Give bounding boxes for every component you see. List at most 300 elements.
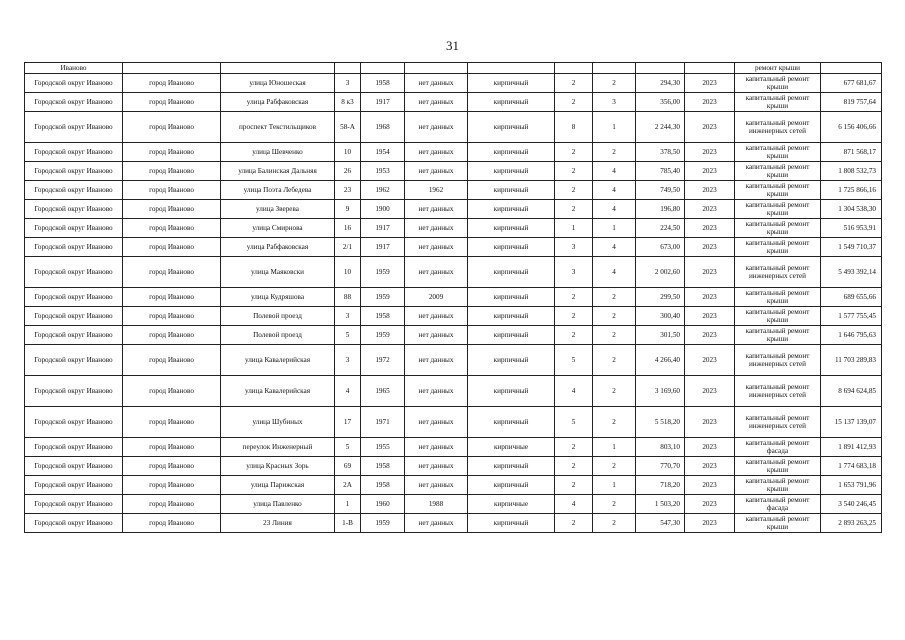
cell-floors: 4 <box>555 495 593 514</box>
cell-municipality: Городской округ Иваново <box>25 326 123 345</box>
table-row <box>25 74 882 93</box>
cell-wall-material: кирпичные <box>468 495 555 514</box>
cell-year-overhaul: нет данных <box>405 93 468 112</box>
cell-municipality: Иваново <box>25 63 123 74</box>
cell-street: улица Кавалерийская <box>221 376 335 407</box>
cell-city: город Иваново <box>123 438 221 457</box>
cell-area: 749,50 <box>636 181 685 200</box>
cell-street: улица Парижская <box>221 476 335 495</box>
cell-house-number: 10 <box>335 257 361 288</box>
cell-wall-material: кирпичный <box>468 219 555 238</box>
cell-year-built: 1960 <box>361 495 405 514</box>
cell-house-number: 69 <box>335 457 361 476</box>
cell-cost: 516 953,91 <box>821 219 882 238</box>
cell-cost: 871 568,17 <box>821 143 882 162</box>
cell-year-built: 1965 <box>361 376 405 407</box>
cell-city: город Иваново <box>123 181 221 200</box>
cell-floors: 2 <box>555 457 593 476</box>
cell-cost: 15 137 139,07 <box>821 407 882 438</box>
cell-year-planned: 2023 <box>685 476 735 495</box>
cell-wall-material: кирпичный <box>468 376 555 407</box>
cell-floors: 2 <box>555 162 593 181</box>
cell-entrances: 1 <box>593 112 636 143</box>
table-row <box>25 407 882 438</box>
cell-wall-material: кирпичный <box>468 93 555 112</box>
cell-entrances: 4 <box>593 162 636 181</box>
cell-municipality: Городской округ Иваново <box>25 307 123 326</box>
cell-area: 718,20 <box>636 476 685 495</box>
cell-year-planned: 2023 <box>685 345 735 376</box>
cell-street: улица Поэта Лебедева <box>221 181 335 200</box>
cell-house-number: 58-А <box>335 112 361 143</box>
cell-street: улица Зверева <box>221 200 335 219</box>
cell-cost: 2 893 263,25 <box>821 514 882 533</box>
cell-work-type: капитальный ремонт крыши <box>735 457 821 476</box>
cell-municipality: Городской округ Иваново <box>25 514 123 533</box>
cell-municipality: Городской округ Иваново <box>25 457 123 476</box>
cell-wall-material: кирпичный <box>468 162 555 181</box>
cell-year-overhaul: нет данных <box>405 514 468 533</box>
cell-street: улица Маяковски <box>221 257 335 288</box>
cell-cost: 819 757,64 <box>821 93 882 112</box>
cell-year-overhaul: нет данных <box>405 407 468 438</box>
cell-city: город Иваново <box>123 93 221 112</box>
cell-house-number: 2/1 <box>335 238 361 257</box>
cell-cost: 1 725 866,16 <box>821 181 882 200</box>
cell-house-number: 3 <box>335 74 361 93</box>
cell-cost: 1 549 710,37 <box>821 238 882 257</box>
cell-year-overhaul: нет данных <box>405 200 468 219</box>
cell-year-planned: 2023 <box>685 376 735 407</box>
cell-house-number: 16 <box>335 219 361 238</box>
cell-floors: 2 <box>555 514 593 533</box>
table-row <box>25 162 882 181</box>
cell-cost: 5 493 392,14 <box>821 257 882 288</box>
cell-entrances: 4 <box>593 257 636 288</box>
cell-year-built: 1958 <box>361 307 405 326</box>
table-row <box>25 238 882 257</box>
cell-city: город Иваново <box>123 514 221 533</box>
cell-street: переулок Инженерный <box>221 438 335 457</box>
cell-year-overhaul: 2009 <box>405 288 468 307</box>
cell-floors: 2 <box>555 143 593 162</box>
cell-year-built: 1959 <box>361 288 405 307</box>
cell-house-number: 4 <box>335 376 361 407</box>
cell-area: 1 503,20 <box>636 495 685 514</box>
cell-cost: 1 577 755,45 <box>821 307 882 326</box>
cell-year-planned: 2023 <box>685 93 735 112</box>
cell-year-overhaul: нет данных <box>405 74 468 93</box>
cell-municipality: Городской округ Иваново <box>25 181 123 200</box>
cell-empty <box>405 63 468 74</box>
cell-cost: 1 653 791,96 <box>821 476 882 495</box>
cell-floors: 1 <box>555 219 593 238</box>
cell-work-type: капитальный ремонт инженерных сетей <box>735 257 821 288</box>
cell-year-planned: 2023 <box>685 288 735 307</box>
cell-empty <box>468 63 555 74</box>
cell-wall-material: кирпичный <box>468 74 555 93</box>
cell-city: город Иваново <box>123 219 221 238</box>
cell-street: улица Шевченко <box>221 143 335 162</box>
cell-municipality: Городской округ Иваново <box>25 93 123 112</box>
cell-area: 547,30 <box>636 514 685 533</box>
cell-street: улица Красных Зорь <box>221 457 335 476</box>
table-row <box>25 514 882 533</box>
cell-year-overhaul: нет данных <box>405 345 468 376</box>
cell-floors: 2 <box>555 326 593 345</box>
cell-cost: 677 681,67 <box>821 74 882 93</box>
cell-city: город Иваново <box>123 143 221 162</box>
cell-cost: 6 156 406,66 <box>821 112 882 143</box>
cell-empty <box>361 63 405 74</box>
cell-entrances: 2 <box>593 74 636 93</box>
cell-area: 3 169,60 <box>636 376 685 407</box>
cell-work-type: капитальный ремонт крыши <box>735 93 821 112</box>
cell-year-planned: 2023 <box>685 74 735 93</box>
cell-year-built: 1962 <box>361 181 405 200</box>
cell-work-type: капитальный ремонт инженерных сетей <box>735 112 821 143</box>
cell-empty <box>123 63 221 74</box>
cell-year-planned: 2023 <box>685 143 735 162</box>
cell-entrances: 2 <box>593 326 636 345</box>
table-row <box>25 93 882 112</box>
cell-municipality: Городской округ Иваново <box>25 438 123 457</box>
cell-floors: 8 <box>555 112 593 143</box>
cell-entrances: 4 <box>593 238 636 257</box>
cell-street: улица Смирнова <box>221 219 335 238</box>
cell-work-type: капитальный ремонт крыши <box>735 514 821 533</box>
cell-year-built: 1971 <box>361 407 405 438</box>
cell-area: 2 244,30 <box>636 112 685 143</box>
cell-entrances: 2 <box>593 307 636 326</box>
cell-entrances: 2 <box>593 495 636 514</box>
cell-city: город Иваново <box>123 162 221 181</box>
cell-city: город Иваново <box>123 200 221 219</box>
cell-floors: 2 <box>555 307 593 326</box>
table-row <box>25 288 882 307</box>
cell-year-built: 1900 <box>361 200 405 219</box>
cell-municipality: Городской округ Иваново <box>25 376 123 407</box>
table-row <box>25 143 882 162</box>
table-row <box>25 219 882 238</box>
cell-entrances: 4 <box>593 200 636 219</box>
cell-street: Полевой проезд <box>221 326 335 345</box>
cell-year-overhaul: нет данных <box>405 376 468 407</box>
cell-year-overhaul: нет данных <box>405 307 468 326</box>
cell-area: 294,30 <box>636 74 685 93</box>
cell-street: проспект Текстильщиков <box>221 112 335 143</box>
cell-year-built: 1958 <box>361 457 405 476</box>
cell-cost: 11 703 289,83 <box>821 345 882 376</box>
cell-wall-material: кирпичный <box>468 257 555 288</box>
cell-city: город Иваново <box>123 495 221 514</box>
cell-area: 224,50 <box>636 219 685 238</box>
cell-cost: 1 646 795,63 <box>821 326 882 345</box>
cell-city: город Иваново <box>123 238 221 257</box>
cell-floors: 2 <box>555 476 593 495</box>
table-row <box>25 200 882 219</box>
cell-entrances: 1 <box>593 476 636 495</box>
cell-work-type: капитальный ремонт крыши <box>735 200 821 219</box>
cell-municipality: Городской округ Иваново <box>25 345 123 376</box>
cell-year-planned: 2023 <box>685 514 735 533</box>
cell-floors: 4 <box>555 376 593 407</box>
cell-municipality: Городской округ Иваново <box>25 257 123 288</box>
cell-street: Полевой проезд <box>221 307 335 326</box>
cell-year-built: 1959 <box>361 514 405 533</box>
cell-wall-material: кирпичный <box>468 181 555 200</box>
cell-wall-material: кирпичный <box>468 407 555 438</box>
cell-wall-material: кирпичный <box>468 345 555 376</box>
cell-area: 4 266,40 <box>636 345 685 376</box>
cell-wall-material: кирпичный <box>468 288 555 307</box>
cell-work-type: капитальный ремонт крыши <box>735 143 821 162</box>
cell-entrances: 2 <box>593 143 636 162</box>
cell-wall-material: кирпичный <box>468 476 555 495</box>
cell-wall-material: кирпичные <box>468 438 555 457</box>
cell-area: 378,50 <box>636 143 685 162</box>
cell-wall-material: кирпичный <box>468 457 555 476</box>
cell-cost: 8 694 624,85 <box>821 376 882 407</box>
cell-house-number: 10 <box>335 143 361 162</box>
cell-entrances: 2 <box>593 376 636 407</box>
cell-year-planned: 2023 <box>685 219 735 238</box>
cell-year-built: 1959 <box>361 257 405 288</box>
cell-street: улица Юношеская <box>221 74 335 93</box>
cell-house-number: 5 <box>335 438 361 457</box>
cell-work-type: капитальный ремонт инженерных сетей <box>735 345 821 376</box>
cell-floors: 5 <box>555 345 593 376</box>
cell-work-type: капитальный ремонт крыши <box>735 238 821 257</box>
cell-house-number: 2А <box>335 476 361 495</box>
cell-cost: 689 655,66 <box>821 288 882 307</box>
cell-city: город Иваново <box>123 407 221 438</box>
cell-cost: 1 891 412,93 <box>821 438 882 457</box>
cell-municipality: Городской округ Иваново <box>25 476 123 495</box>
cell-municipality: Городской округ Иваново <box>25 407 123 438</box>
table-row <box>25 112 882 143</box>
cell-street: улица Рабфаковская <box>221 238 335 257</box>
cell-house-number: 9 <box>335 200 361 219</box>
cell-year-overhaul: нет данных <box>405 438 468 457</box>
cell-city: город Иваново <box>123 476 221 495</box>
cell-wall-material: кирпичный <box>468 326 555 345</box>
table-row <box>25 438 882 457</box>
cell-cost: 1 774 683,18 <box>821 457 882 476</box>
cell-year-built: 1955 <box>361 438 405 457</box>
cell-house-number: 5 <box>335 326 361 345</box>
cell-entrances: 2 <box>593 457 636 476</box>
cell-entrances: 2 <box>593 345 636 376</box>
cell-floors: 3 <box>555 257 593 288</box>
page-number: 31 <box>446 38 459 53</box>
table-row <box>25 476 882 495</box>
cell-year-overhaul: нет данных <box>405 326 468 345</box>
cell-empty <box>593 63 636 74</box>
cell-work-type: капитальный ремонт фасада <box>735 438 821 457</box>
cell-year-overhaul: 1962 <box>405 181 468 200</box>
cell-work-type: капитальный ремонт крыши <box>735 181 821 200</box>
cell-work-type: капитальный ремонт инженерных сетей <box>735 407 821 438</box>
cell-cost: 1 304 538,30 <box>821 200 882 219</box>
cell-year-overhaul: нет данных <box>405 238 468 257</box>
cell-house-number: 88 <box>335 288 361 307</box>
cell-street: улица Рабфаковская <box>221 93 335 112</box>
table-row <box>25 63 882 74</box>
cell-floors: 3 <box>555 238 593 257</box>
cell-house-number: 1-В <box>335 514 361 533</box>
cell-year-planned: 2023 <box>685 112 735 143</box>
cell-year-planned: 2023 <box>685 457 735 476</box>
cell-floors: 2 <box>555 181 593 200</box>
cell-work-type: капитальный ремонт крыши <box>735 219 821 238</box>
cell-house-number: 3 <box>335 345 361 376</box>
cell-municipality: Городской округ Иваново <box>25 495 123 514</box>
cell-entrances: 2 <box>593 407 636 438</box>
cell-street: улица Кудряшова <box>221 288 335 307</box>
cell-empty <box>821 63 882 74</box>
cell-city: город Иваново <box>123 376 221 407</box>
cell-area: 356,00 <box>636 93 685 112</box>
cell-year-built: 1958 <box>361 74 405 93</box>
table-row <box>25 307 882 326</box>
cell-area: 301,50 <box>636 326 685 345</box>
cell-street: улица Балинская Дальняя <box>221 162 335 181</box>
cell-municipality: Городской округ Иваново <box>25 143 123 162</box>
cell-house-number: 3 <box>335 307 361 326</box>
table-row <box>25 345 882 376</box>
cell-empty <box>335 63 361 74</box>
cell-street: улица Шубиных <box>221 407 335 438</box>
cell-city: город Иваново <box>123 345 221 376</box>
cell-year-planned: 2023 <box>685 407 735 438</box>
table-row <box>25 495 882 514</box>
cell-municipality: Городской округ Иваново <box>25 238 123 257</box>
cell-year-overhaul: нет данных <box>405 143 468 162</box>
cell-area: 673,00 <box>636 238 685 257</box>
cell-wall-material: кирпичный <box>468 514 555 533</box>
cell-house-number: 17 <box>335 407 361 438</box>
cell-wall-material: кирпичный <box>468 238 555 257</box>
cell-work-type: капитальный ремонт крыши <box>735 476 821 495</box>
cell-year-planned: 2023 <box>685 238 735 257</box>
cell-year-overhaul: 1988 <box>405 495 468 514</box>
cell-year-overhaul: нет данных <box>405 457 468 476</box>
cell-year-built: 1959 <box>361 326 405 345</box>
cell-work: ремонт крыши <box>735 63 821 74</box>
cell-year-overhaul: нет данных <box>405 476 468 495</box>
cell-year-planned: 2023 <box>685 326 735 345</box>
cell-work-type: капитальный ремонт крыши <box>735 326 821 345</box>
cell-work-type: капитальный ремонт фасада <box>735 495 821 514</box>
cell-year-built: 1917 <box>361 238 405 257</box>
cell-entrances: 3 <box>593 93 636 112</box>
cell-house-number: 23 <box>335 181 361 200</box>
cell-work-type: капитальный ремонт инженерных сетей <box>735 376 821 407</box>
cell-city: город Иваново <box>123 257 221 288</box>
cell-house-number: 26 <box>335 162 361 181</box>
cell-street: улица Павленко <box>221 495 335 514</box>
cell-year-overhaul: нет данных <box>405 219 468 238</box>
housing-overhaul-table <box>24 62 882 533</box>
cell-area: 299,50 <box>636 288 685 307</box>
cell-entrances: 1 <box>593 438 636 457</box>
cell-municipality: Городской округ Иваново <box>25 219 123 238</box>
cell-street: улица Кавалерийская <box>221 345 335 376</box>
cell-city: город Иваново <box>123 457 221 476</box>
cell-year-built: 1953 <box>361 162 405 181</box>
cell-city: город Иваново <box>123 112 221 143</box>
cell-work-type: капитальный ремонт крыши <box>735 162 821 181</box>
cell-street: 23 Линия <box>221 514 335 533</box>
cell-municipality: Городской округ Иваново <box>25 112 123 143</box>
cell-floors: 2 <box>555 200 593 219</box>
cell-entrances: 2 <box>593 514 636 533</box>
cell-entrances: 1 <box>593 219 636 238</box>
cell-municipality: Городской округ Иваново <box>25 200 123 219</box>
cell-year-overhaul: нет данных <box>405 112 468 143</box>
cell-city: город Иваново <box>123 326 221 345</box>
cell-city: город Иваново <box>123 288 221 307</box>
cell-year-planned: 2023 <box>685 162 735 181</box>
cell-empty <box>636 63 685 74</box>
cell-municipality: Городской округ Иваново <box>25 74 123 93</box>
cell-house-number: 8 к3 <box>335 93 361 112</box>
cell-area: 5 518,20 <box>636 407 685 438</box>
cell-year-planned: 2023 <box>685 307 735 326</box>
cell-city: город Иваново <box>123 307 221 326</box>
cell-wall-material: кирпичный <box>468 200 555 219</box>
cell-area: 2 002,60 <box>636 257 685 288</box>
cell-cost: 1 808 532,73 <box>821 162 882 181</box>
cell-floors: 2 <box>555 288 593 307</box>
cell-year-planned: 2023 <box>685 495 735 514</box>
cell-year-planned: 2023 <box>685 438 735 457</box>
cell-year-overhaul: нет данных <box>405 257 468 288</box>
cell-area: 196,80 <box>636 200 685 219</box>
cell-area: 803,10 <box>636 438 685 457</box>
cell-year-built: 1917 <box>361 219 405 238</box>
cell-area: 785,40 <box>636 162 685 181</box>
table-row <box>25 376 882 407</box>
cell-year-planned: 2023 <box>685 181 735 200</box>
cell-city: город Иваново <box>123 74 221 93</box>
cell-house-number: 1 <box>335 495 361 514</box>
cell-empty <box>685 63 735 74</box>
cell-work-type: капитальный ремонт крыши <box>735 288 821 307</box>
cell-work-type: капитальный ремонт крыши <box>735 307 821 326</box>
cell-floors: 2 <box>555 438 593 457</box>
cell-year-planned: 2023 <box>685 257 735 288</box>
cell-wall-material: кирпичный <box>468 143 555 162</box>
cell-year-built: 1968 <box>361 112 405 143</box>
cell-municipality: Городской округ Иваново <box>25 288 123 307</box>
cell-floors: 2 <box>555 74 593 93</box>
cell-empty <box>221 63 335 74</box>
cell-area: 300,40 <box>636 307 685 326</box>
cell-entrances: 2 <box>593 288 636 307</box>
table-row <box>25 457 882 476</box>
cell-year-built: 1917 <box>361 93 405 112</box>
cell-empty <box>555 63 593 74</box>
cell-cost: 3 540 246,45 <box>821 495 882 514</box>
cell-area: 770,70 <box>636 457 685 476</box>
cell-floors: 2 <box>555 93 593 112</box>
table-row <box>25 181 882 200</box>
cell-year-built: 1958 <box>361 476 405 495</box>
table-row <box>25 257 882 288</box>
table-row <box>25 326 882 345</box>
